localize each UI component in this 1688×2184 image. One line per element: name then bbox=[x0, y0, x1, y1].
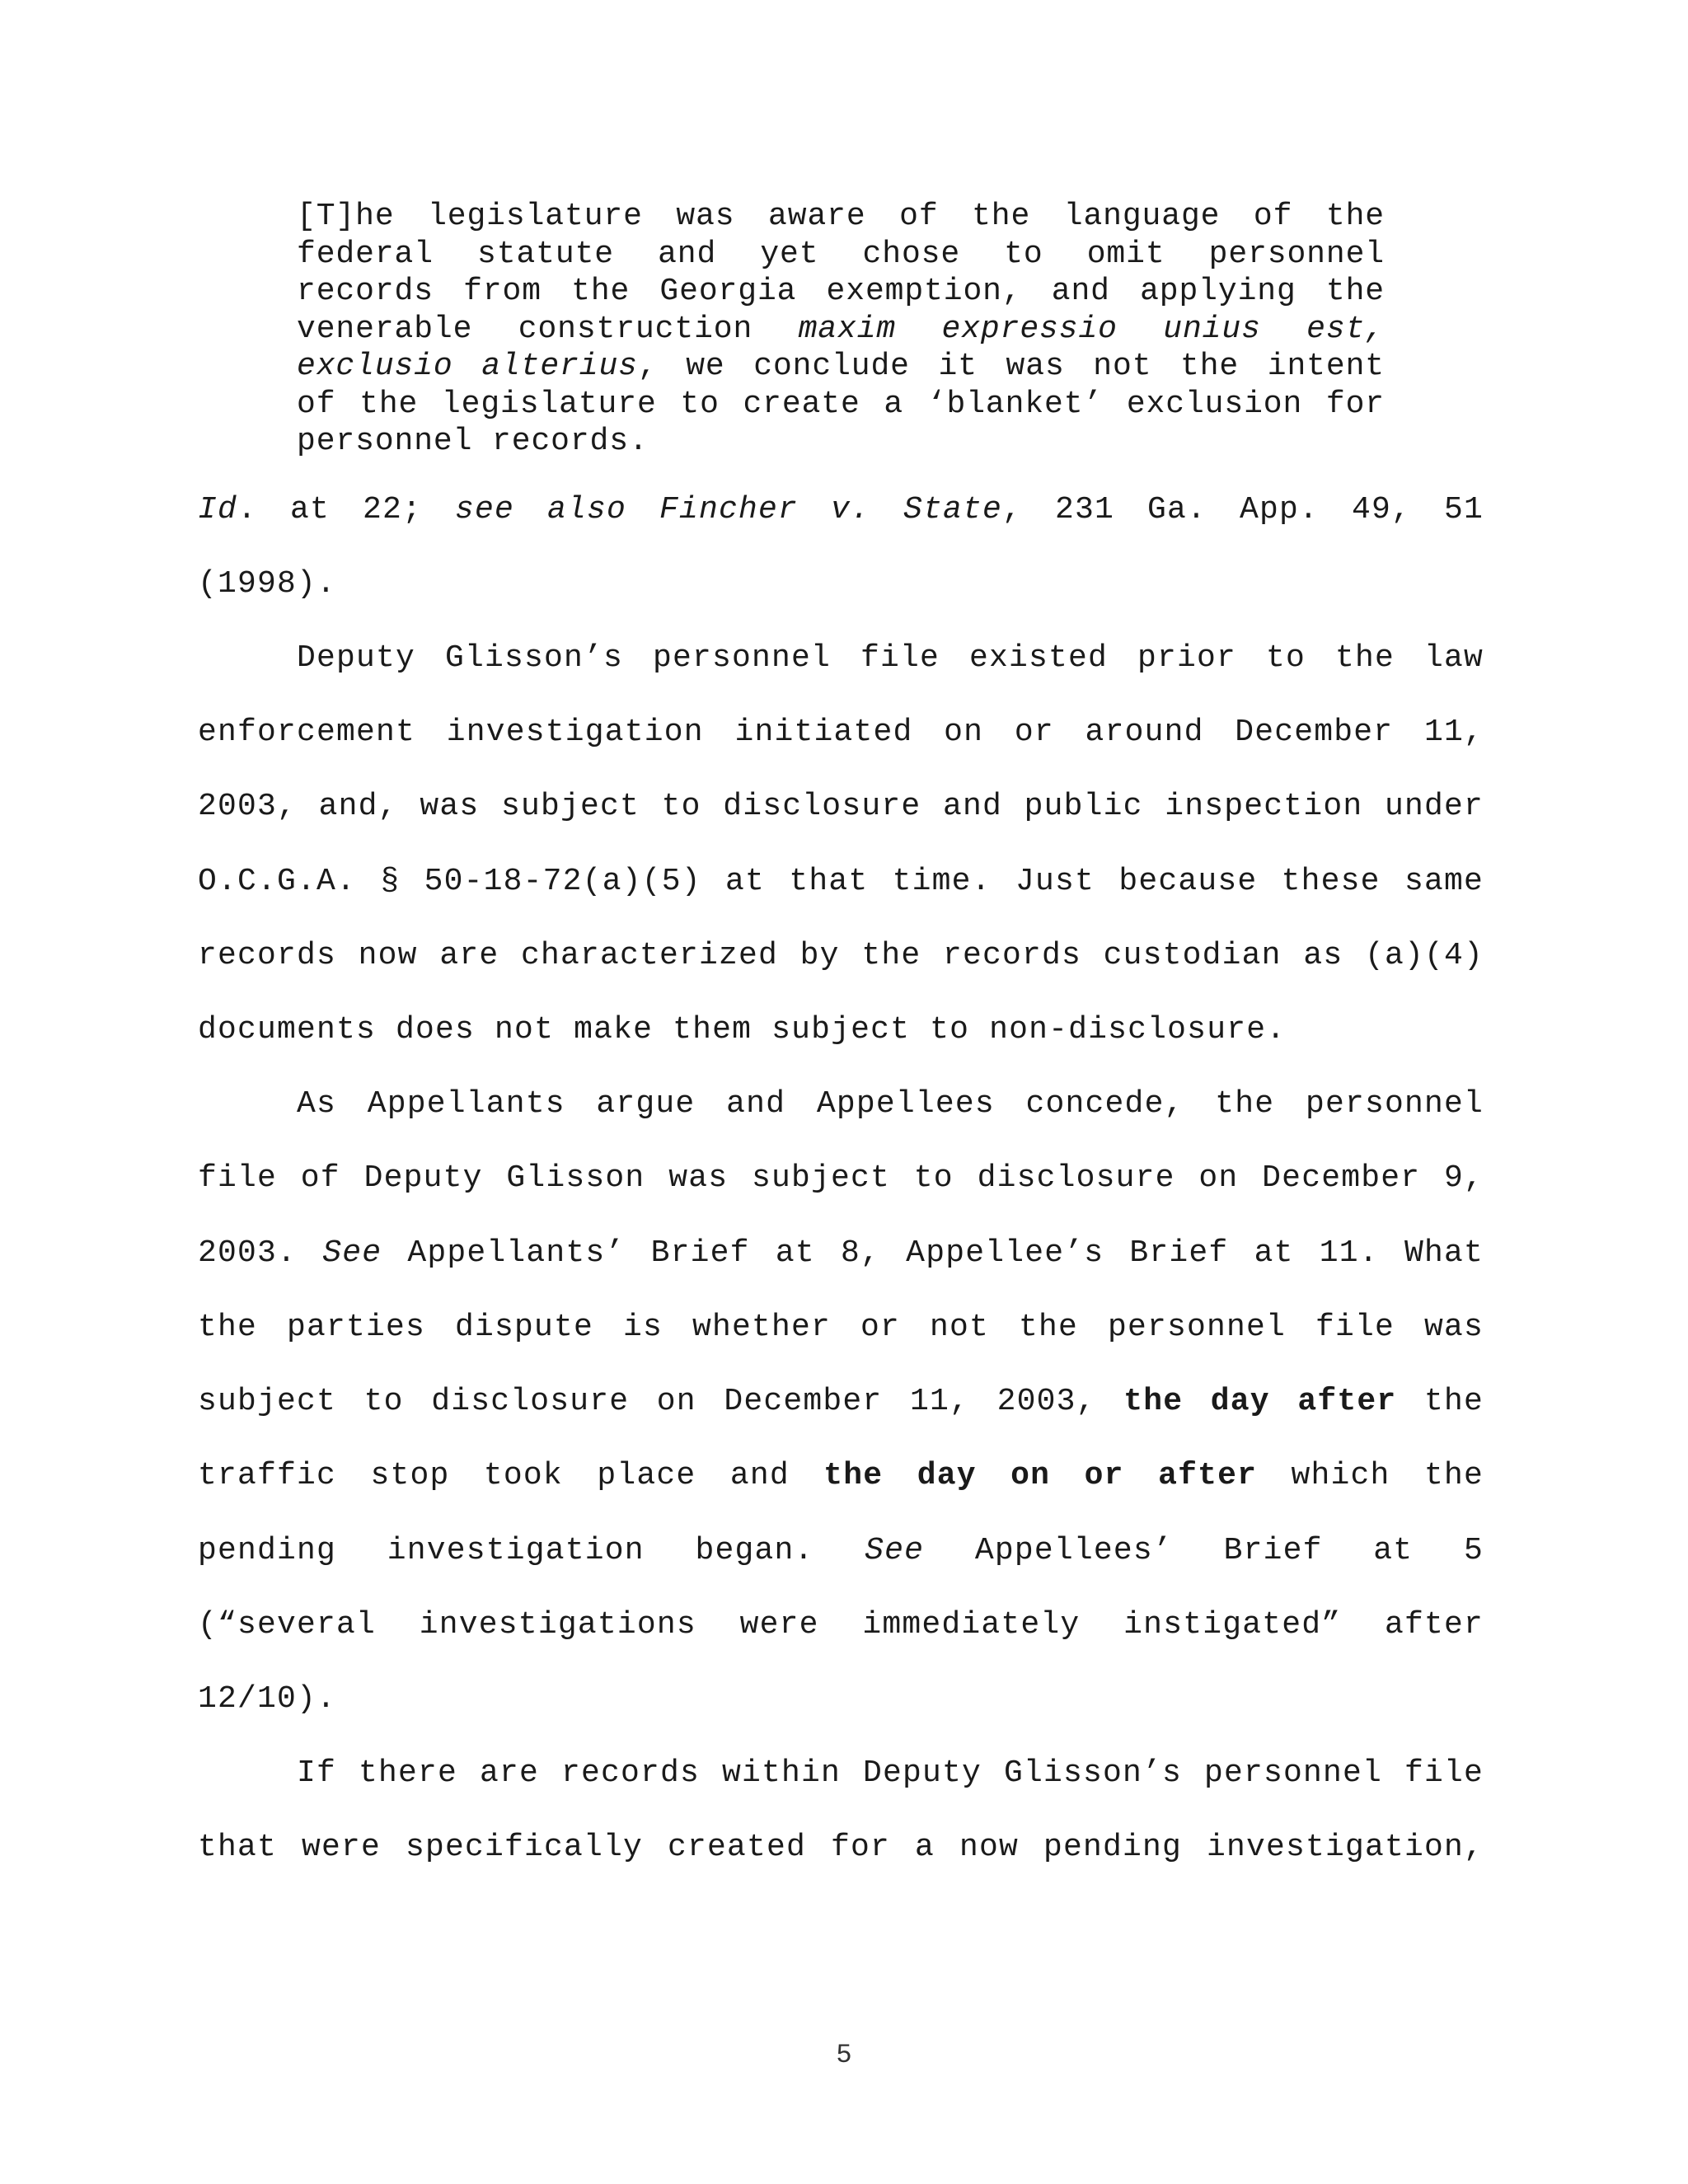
paragraph-line: (“several investigations were immediately instigated” after bbox=[198, 1607, 1484, 1643]
paragraph-line: enforcement investigation initiated on or around December 11, bbox=[198, 715, 1484, 750]
paragraph-line: the parties dispute is whether or not the personnel file was bbox=[198, 1310, 1484, 1345]
paragraph-line bbox=[198, 1384, 1484, 1425]
page-number: 5 bbox=[836, 2040, 852, 2070]
paragraph-line: If there are records within Deputy Glisson’s personnel file bbox=[297, 1755, 1484, 1791]
quote-line: records from the Georgia exemption, and applying the bbox=[297, 274, 1385, 309]
citation-italic: Id bbox=[198, 492, 238, 527]
paragraph-line bbox=[198, 1235, 1484, 1277]
paragraph-line: file of Deputy Glisson was subject to disclosure on December 9, bbox=[198, 1160, 1484, 1196]
paragraph-line: 12/10). bbox=[198, 1681, 337, 1717]
signal-italic: See bbox=[865, 1533, 925, 1568]
emphasis-bold: the day after bbox=[1123, 1384, 1397, 1419]
paragraph-line: O.C.G.A. § 50-18-72(a)(5) at that time. Just because these same bbox=[198, 864, 1484, 899]
paragraph-line: 2003, and, was subject to disclosure and public inspection under bbox=[198, 789, 1484, 824]
paragraph-text: subject to disclosure on December 11, 2003, bbox=[198, 1384, 1124, 1419]
quote-line: [T]he legislature was aware of the language of the bbox=[297, 199, 1385, 234]
paragraph-line bbox=[198, 1458, 1484, 1499]
paragraph-line: As Appellants argue and Appellees concede, the personnel bbox=[297, 1086, 1484, 1122]
paragraph-line: Deputy Glisson’s personnel file existed prior to the law bbox=[297, 640, 1484, 676]
citation-text: . at 22; bbox=[237, 492, 455, 527]
paragraph-text: Appellants’ Brief at 8, Appellee’s Brief at 11. What bbox=[382, 1235, 1484, 1271]
paragraph-text: pending investigation began. bbox=[198, 1533, 865, 1568]
paragraph-text: 2003. bbox=[198, 1235, 323, 1271]
citation-text: , 231 Ga. App. 49, 51 bbox=[1002, 492, 1484, 527]
citation-line bbox=[198, 492, 1484, 533]
paragraph-line: documents does not make them subject to non-disclosure. bbox=[198, 1012, 1287, 1047]
paragraph-text: which the bbox=[1257, 1458, 1484, 1493]
quote-text: venerable construction bbox=[297, 311, 799, 347]
quote-line bbox=[297, 348, 1385, 386]
quote-text: , we conclude it was not the intent bbox=[637, 349, 1385, 384]
citation-italic: see also Fincher v. State bbox=[455, 492, 1003, 527]
quote-italic-text: exclusio alterius bbox=[297, 349, 638, 384]
quote-italic-text: maxim expressio unius est, bbox=[798, 311, 1385, 347]
paragraph-text: the bbox=[1396, 1384, 1484, 1419]
paragraph-text: traffic stop took place and bbox=[198, 1458, 824, 1493]
block-quote bbox=[297, 198, 1385, 461]
paragraph-line: that were specifically created for a now pending investigation, bbox=[198, 1830, 1484, 1865]
emphasis-bold: the day on or after bbox=[823, 1458, 1258, 1493]
quote-line: personnel records. bbox=[297, 424, 649, 459]
paragraph-line bbox=[198, 1533, 1484, 1574]
quote-line: of the legislature to create a ‘blanket’ exclusion for bbox=[297, 386, 1385, 422]
citation-line: (1998). bbox=[198, 566, 337, 602]
paragraph-text: Appellees’ Brief at 5 bbox=[924, 1533, 1484, 1568]
quote-line: federal statute and yet chose to omit personnel bbox=[297, 236, 1385, 272]
signal-italic: See bbox=[322, 1235, 382, 1271]
paragraph-line: records now are characterized by the records custodian as (a)(4) bbox=[198, 938, 1484, 973]
quote-line bbox=[297, 311, 1385, 349]
